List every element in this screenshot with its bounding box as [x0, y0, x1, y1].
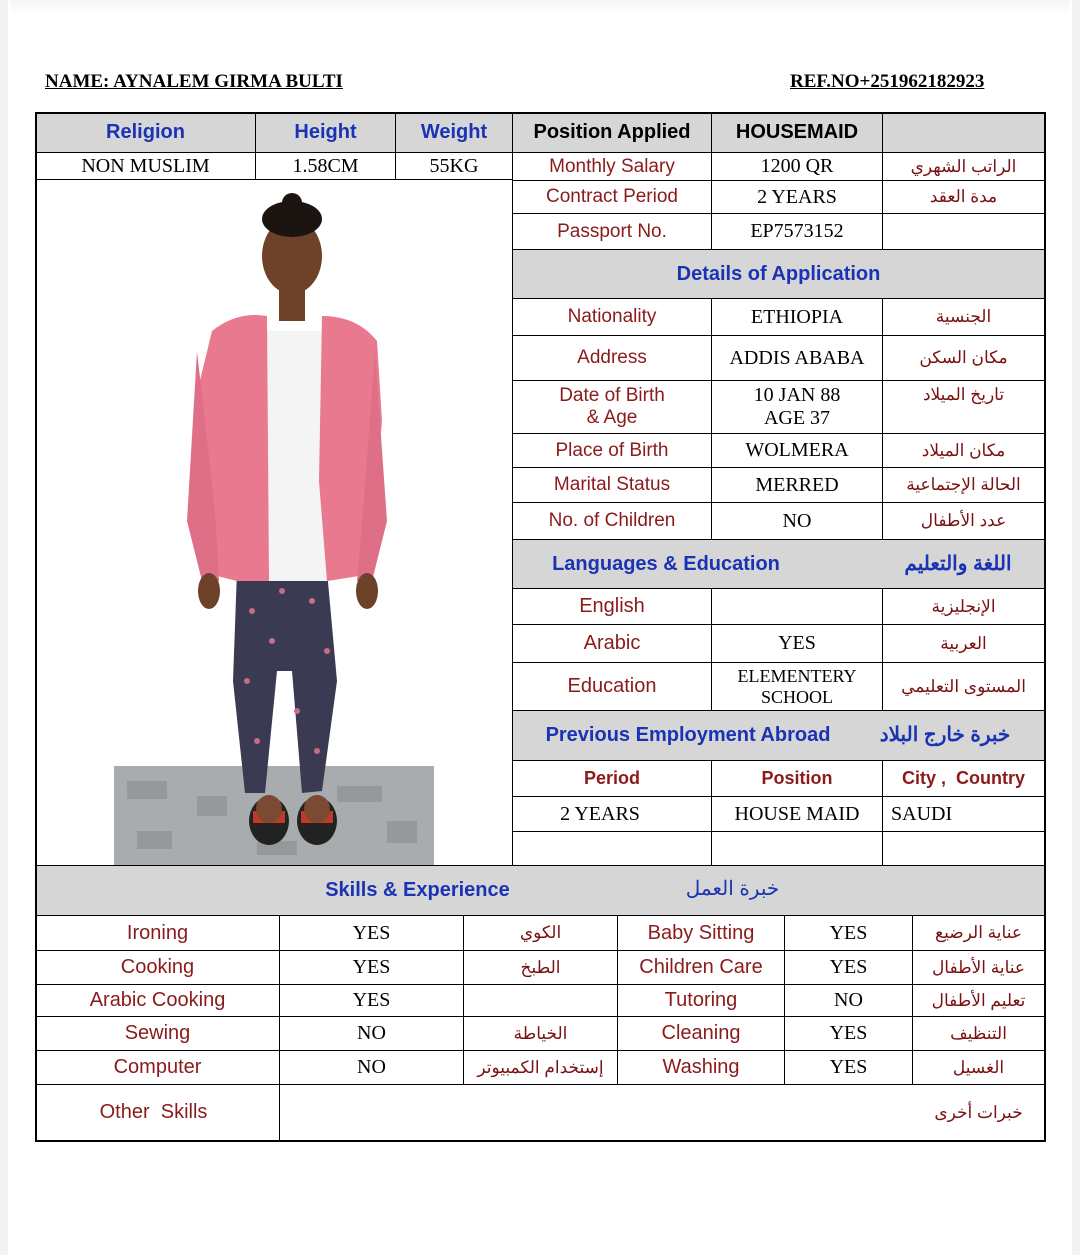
employment-period: 2 YEARS [560, 802, 640, 825]
candidate-name: NAME: AYNALEM GIRMA BULTI [45, 71, 343, 92]
education-ar: المستوى التعليمي [901, 676, 1026, 696]
height-label: Height [294, 121, 357, 143]
skill-children-care-value: YES [829, 956, 868, 978]
skills-title: Skills & Experience [325, 879, 510, 901]
position-applied-label: Position Applied [533, 121, 691, 143]
children-value: NO [782, 509, 812, 532]
skills-title-ar: خبرة العمل [685, 877, 780, 900]
nationality-ar: الجنسية [935, 307, 992, 327]
skill-tutoring-ar: تعليم الأطفال [931, 990, 1026, 1010]
candidate-photo [37, 181, 513, 865]
weight-value: 55KG [429, 154, 479, 177]
passport-label: Passport No. [557, 220, 667, 242]
skill-ironing-ar: الكوي [519, 923, 562, 943]
position-header: Position [761, 768, 833, 789]
skill-children-care-label: Children Care [639, 956, 763, 978]
nationality-label: Nationality [567, 306, 657, 328]
employment-title-ar: خبرة خارج البلاد [879, 724, 1011, 746]
skill-sewing-ar: الخياطة [513, 1023, 568, 1043]
religion-label: Religion [106, 121, 185, 143]
skill-ironing-value: YES [352, 921, 391, 944]
dob-ar: تاريخ الميلاد [922, 385, 1005, 405]
period-header: Period [583, 768, 640, 789]
arabic-ar: العربية [940, 633, 987, 653]
languages-title: Languages & Education [552, 552, 780, 575]
children-label: No. of Children [548, 510, 676, 532]
monthly-salary-ar: الراتب الشهري [910, 156, 1017, 176]
address-label: Address [577, 347, 647, 369]
birthplace-ar: مكان الميلاد [921, 440, 1006, 460]
marital-status-label: Marital Status [553, 474, 671, 496]
religion-value: NON MUSLIM [81, 154, 210, 177]
contract-period-label: Contract Period [545, 186, 678, 208]
skill-cleaning-ar: التنظيف [950, 1023, 1007, 1043]
children-ar: عدد الأطفال [920, 511, 1007, 531]
marital-status-value: MERRED [755, 473, 839, 496]
skill-tutoring-label: Tutoring [664, 989, 738, 1011]
other-skills-label: Other Skills [99, 1101, 208, 1123]
dob-value: 10 JAN 88 AGE 37 [753, 384, 841, 429]
employment-position: HOUSE MAID [734, 802, 860, 825]
education-value: ELEMENTERY SCHOOL [737, 665, 857, 707]
skill-cleaning-label: Cleaning [661, 1022, 741, 1044]
skill-sewing-value: NO [357, 1022, 386, 1044]
passport-value: EP7573152 [750, 220, 844, 242]
contract-period-value: 2 YEARS [757, 185, 837, 208]
address-ar: مكان السكن [919, 348, 1008, 368]
birthplace-label: Place of Birth [555, 439, 669, 461]
skill-washing-label: Washing [662, 1056, 740, 1078]
skill-washing-value: YES [829, 1056, 868, 1078]
skill-ironing-label: Ironing [126, 921, 189, 944]
skill-arabic-cooking-value: YES [352, 989, 391, 1011]
skill-computer-label: Computer [113, 1056, 202, 1078]
skill-tutoring-value: NO [834, 989, 863, 1011]
details-title: Details of Application [676, 262, 881, 285]
employment-title: Previous Employment Abroad [545, 724, 831, 746]
education-label: Education [567, 675, 657, 697]
scan-edge-top [10, 0, 1070, 16]
employment-country: SAUDI [891, 802, 953, 825]
marital-status-ar: الحالة الإجتماعية [906, 475, 1021, 495]
skill-cooking-label: Cooking [120, 956, 195, 978]
position-applied-value: HOUSEMAID [735, 121, 859, 143]
skill-baby-sitting-label: Baby Sitting [647, 921, 755, 944]
address-value: ADDIS ABABA [729, 346, 865, 369]
skill-cleaning-value: YES [829, 1022, 868, 1044]
skill-computer-ar: إستخدام الكمبيوتر [477, 1057, 604, 1077]
scan-edge-right [1072, 0, 1080, 1255]
skill-arabic-cooking-label: Arabic Cooking [89, 989, 226, 1011]
contract-period-ar: مدة العقد [929, 187, 998, 207]
english-label: English [579, 595, 645, 617]
skill-baby-sitting-ar: عناية الرضيع [935, 923, 1022, 943]
skill-arabic-cooking-ar [464, 985, 617, 1016]
scan-edge-left [0, 0, 8, 1255]
nationality-value: ETHIOPIA [750, 305, 844, 328]
english-value [712, 589, 882, 624]
reference-number: REF.NO+251962182923 [790, 71, 985, 92]
monthly-salary-value: 1200 QR [760, 155, 834, 177]
skill-cooking-ar: الطبخ [520, 957, 561, 977]
weight-label: Weight [420, 121, 488, 143]
skill-cooking-value: YES [352, 956, 391, 978]
skill-baby-sitting-value: YES [829, 921, 868, 944]
arabic-value: YES [778, 632, 816, 654]
english-ar: الإنجليزية [931, 596, 996, 616]
skill-children-care-ar: عناية الأطفال [931, 957, 1026, 977]
other-skills-ar: خبرات أخرى [934, 1102, 1023, 1122]
skill-washing-ar: الغسيل [952, 1057, 1005, 1077]
monthly-salary-label: Monthly Salary [549, 155, 675, 177]
dob-label: Date of Birth & Age [559, 385, 665, 428]
skill-computer-value: NO [357, 1056, 386, 1078]
birthplace-value: WOLMERA [745, 439, 849, 461]
height-value: 1.58CM [292, 154, 359, 177]
city-country-header: City , Country [901, 768, 1025, 789]
arabic-label: Arabic [583, 632, 641, 654]
languages-title-ar: اللغة والتعليم [904, 552, 1012, 575]
skill-sewing-label: Sewing [124, 1022, 191, 1044]
